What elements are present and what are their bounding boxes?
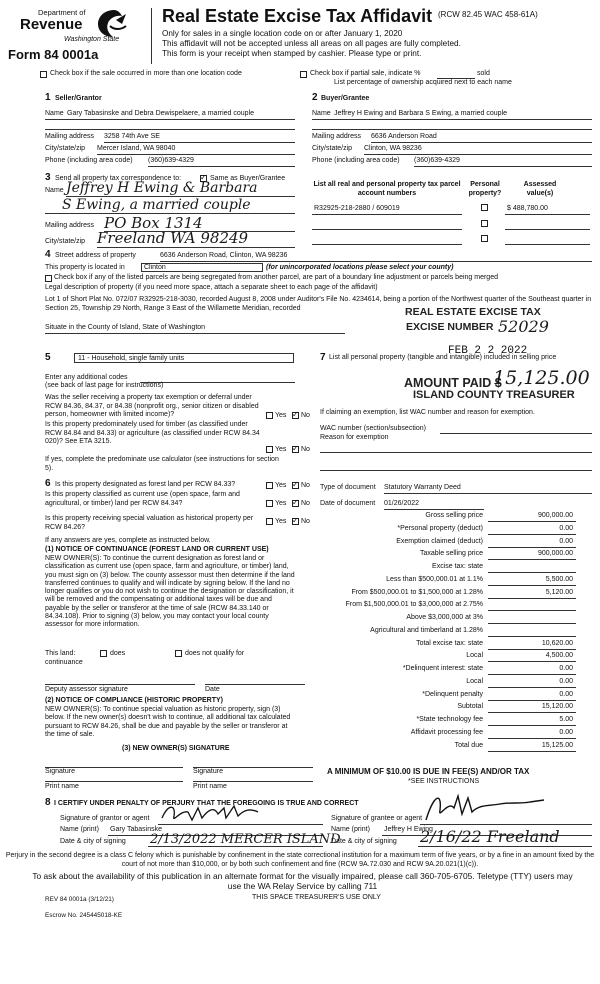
tax-row-underline: [488, 521, 576, 522]
continuance-label: continuance: [45, 659, 83, 666]
q-current-yes: Yes: [275, 500, 287, 507]
q-historic-yes-checkbox[interactable]: [266, 518, 273, 525]
tax-row-underline: [488, 534, 576, 535]
seller-city: Mercer Island, WA 98040: [97, 145, 176, 152]
multi-location-label: Check box if the sale occurred in more than one location code: [50, 70, 242, 77]
q-forest-no: No: [301, 482, 310, 489]
tax-row-label: Local: [466, 652, 483, 660]
stamp-date: FEB 2 2 2022: [448, 345, 528, 357]
tax-row-underline: [488, 598, 576, 599]
section7-heading: List all personal property (tangible and intangible) included in selling price: [329, 354, 557, 361]
tax-row-underline: [488, 712, 576, 713]
stamp-line1: REAL ESTATE EXCISE TAX: [405, 306, 541, 318]
tax-row-underline: [488, 674, 576, 675]
tax-row-label: Exemption claimed (deduct): [396, 537, 483, 545]
q-historic-no: No: [301, 518, 310, 525]
tax-row-value[interactable]: 5.00: [559, 716, 573, 723]
section3-heading: Send all property tax correspondence to:: [55, 175, 182, 182]
tax-row-value[interactable]: 0.00: [559, 690, 573, 698]
personal-property-checkbox-2[interactable]: [481, 220, 488, 227]
owner-signature-label-1: Signature: [45, 768, 75, 775]
buyer-heading-num: 2: [312, 92, 318, 103]
q-current-no-checkbox[interactable]: [292, 500, 299, 507]
seller-mail: 3258 74th Ave SE: [104, 133, 160, 140]
parcel-col1-header: List all real and personal property tax parcel account numbers: [313, 181, 461, 197]
parcel-col2-header: Personal property?: [468, 181, 502, 197]
tax-row-label: *Delinquent penalty: [422, 690, 483, 698]
historic-question: Is this property receiving special valuation as historical property per RCW 84.26?: [45, 515, 254, 531]
tax-row-underline: [488, 547, 576, 548]
section3-mail-hand: PO Box 1314: [104, 214, 203, 232]
street-address: 6636 Anderson Road, Clinton, WA 98236: [160, 252, 288, 259]
located-label: This property is located in: [45, 264, 125, 271]
q-current-yes-checkbox[interactable]: [266, 500, 273, 507]
tax-row-label: Affidavit processing fee: [410, 728, 483, 736]
q1-yes: Yes: [275, 412, 287, 419]
section3-mail-label: Mailing address: [45, 222, 95, 229]
personal-property-checkbox-1[interactable]: [481, 204, 488, 211]
minimum-note: A MINIMUM OF $10.00 IS DUE IN FEE(S) AND/OR TAX: [327, 767, 530, 776]
tax-row-value[interactable]: 15,120.00: [541, 703, 573, 711]
tax-row-underline: [488, 738, 576, 739]
dept-line3: Washington State: [64, 36, 120, 43]
seller-mail-label: Mailing address: [45, 133, 95, 140]
seller-phone: (360)639-4329: [148, 157, 194, 164]
tax-row-label: *State technology fee: [416, 716, 483, 723]
grantor-signature-icon: [158, 800, 268, 826]
tax-row-underline: [488, 572, 576, 573]
owner-print-label-1: Print name: [45, 783, 79, 790]
buyer-name: Jeffrey H Ewing and Barbara S Ewing, a married couple: [334, 110, 508, 117]
grantee-date-city: 2/16/22 Freeland: [420, 827, 560, 846]
rcw-ref: (RCW 82.45 WAC 458-61A): [438, 10, 538, 19]
tax-row-label: Subtotal: [457, 703, 483, 711]
same-as-buyer-label: Same as Buyer/Grantee: [210, 175, 286, 182]
tax-row-underline: [488, 559, 576, 560]
treasurer-only: THIS SPACE TREASURER'S USE ONLY: [252, 894, 381, 901]
forest-question: Is this property designated as forest land per RCW 84.33?: [55, 481, 236, 488]
q2-no: No: [301, 446, 310, 453]
amount-paid: 15,125.00: [493, 367, 590, 389]
tax-row-label: *Personal property (deduct): [397, 524, 483, 532]
section3-name-label: Name: [45, 187, 64, 194]
section4-num: 4: [45, 249, 51, 260]
compliance-title: (2) NOTICE OF COMPLIANCE (HISTORIC PROPERTY): [45, 697, 223, 704]
form-title: Real Estate Excise Tax Affidavit: [162, 6, 433, 26]
deputy-label: Deputy assessor signature: [45, 686, 128, 693]
tax-row-underline: [488, 700, 576, 701]
seller-city-label: City/state/zip: [45, 145, 86, 152]
buyer-name-label: Name: [312, 110, 331, 117]
section7-num: 7: [320, 352, 326, 363]
section3-city-label: City/state/zip: [45, 238, 86, 245]
tax-row-label: Less than $500,000.01 at 1.1%: [386, 575, 483, 583]
tax-row-underline: [488, 687, 576, 688]
grantor-name: Gary Tabasinske: [110, 826, 163, 833]
grantor-name-label: Name (print): [60, 826, 99, 833]
q-forest-yes: Yes: [275, 482, 287, 489]
does-not-label: does not qualify for: [185, 650, 245, 657]
q-historic-no-checkbox[interactable]: [292, 518, 299, 525]
tax-row-value[interactable]: 5,500.00: [545, 575, 573, 583]
wac-label: WAC number (section/subsection): [320, 425, 426, 432]
rev-label: REV 84 0001a (3/12/21): [45, 896, 114, 903]
buyer-mail: 6636 Anderson Road: [371, 133, 437, 140]
section6-num: 6: [45, 478, 51, 489]
tax-row-underline: [488, 610, 576, 611]
seller-heading: Seller/Grantor: [55, 95, 102, 102]
buyer-phone: (360)639-4329: [414, 157, 460, 164]
tax-row-value[interactable]: 4,500.00: [545, 652, 573, 660]
q1-yes-checkbox[interactable]: [266, 412, 273, 419]
tax-row-underline: [488, 585, 576, 586]
grantee-name: Jeffrey H Ewing: [384, 826, 433, 833]
q2-no-checkbox[interactable]: [292, 446, 299, 453]
tax-row-label: Excise tax: state: [432, 563, 483, 570]
header-note1: Only for sales in a single location code on or after January 1, 2020: [162, 29, 403, 38]
sold-label: sold: [477, 70, 490, 77]
tax-row-value[interactable]: 900,000.00: [537, 512, 573, 519]
this-land-label: This land:: [45, 650, 76, 657]
does-label: does: [110, 650, 126, 657]
owner-signature-label-2: Signature: [193, 768, 223, 775]
alt-format-note: To ask about the availability of this publication in an alternate format for the visually impaired, please call 360-705-6705. Teletype (TTY) users may use the WA Relay Service by calling 711: [32, 871, 573, 891]
section5-num: 5: [45, 352, 51, 363]
does-checkbox[interactable]: [100, 650, 107, 657]
amount-paid-label: AMOUNT PAID $: [404, 376, 502, 390]
seller-name-label: Name: [45, 110, 64, 117]
segregate-label: Check box if any of the listed parcels are being segregated from another parcel, are part of a boundary line adjustment or parcels being merged: [54, 274, 498, 281]
tax-row-underline: [488, 751, 576, 752]
header-note2: This affidavit will not be accepted unless all areas on all pages are fully completed.: [162, 39, 461, 48]
section3-name-hand1: Jeffrey H Ewing & Barbara: [66, 180, 258, 196]
tax-row-label: *Delinquent interest: state: [402, 665, 483, 672]
buyer-mail-label: Mailing address: [312, 133, 362, 140]
section8-num: 8: [45, 797, 51, 808]
tax-row-value[interactable]: 900,000.00: [537, 550, 573, 558]
stamp-line2: EXCISE NUMBER: [406, 321, 494, 333]
revenue-logo-icon: [96, 8, 132, 38]
tax-row-underline: [488, 661, 576, 662]
doc-type: Statutory Warranty Deed: [384, 484, 461, 491]
grantee-signature-icon: [420, 790, 550, 824]
section8-heading: I CERTIFY UNDER PENALTY OF PERJURY THAT THE FOREGOING IS TRUE AND CORRECT: [54, 800, 359, 807]
seller-name: Gary Tabasinske and Debra Dewispelaere, a married couple: [67, 110, 255, 117]
current-use-question: Is this property classified as current use (open space, farm and agricultural, or timber) land per RCW 84.34?: [45, 491, 240, 507]
exemption-note: If claiming an exemption, list WAC number and reason for exemption.: [320, 409, 535, 416]
header-note3: This form is your receipt when stamped by cashier. Please type or print.: [162, 49, 422, 58]
additional-codes-note: (see back of last page for instructions): [45, 382, 164, 389]
grantee-name-label: Name (print): [331, 826, 370, 833]
form-number: Form 84 0001a: [8, 47, 99, 62]
seller-heading-num: 1: [45, 92, 51, 103]
tax-row-value[interactable]: 15,125.00: [541, 741, 573, 749]
grantor-date-city: 2/13/2022 MERCER ISLAND: [150, 832, 341, 847]
located-note: (for unincorporated locations please select your county): [266, 264, 454, 271]
exemption-question: Was the seller receiving a property tax exemption or deferral under RCW 84.36, 84.37, or 84.38 (nonprofit org., senior citizen or disabled person, homeowner with limited income)?: [45, 394, 259, 418]
tax-row-value[interactable]: 0.00: [559, 524, 573, 532]
tax-row-value[interactable]: 5,120.00: [545, 588, 573, 596]
predominate-note: If yes, complete the predominate use calculator (see instructions for section 5).: [45, 456, 279, 472]
compliance-text: NEW OWNER(S): To continue special valuation as historic property, sign (3) below. If the new owner(s) doesn't wish to continue, all additional tax calculated pursuant to RCW 84.26, shall be due and payable by the seller or transferor at the time of sale.: [45, 706, 291, 738]
tax-row-value[interactable]: 10,620.00: [541, 639, 573, 647]
partial-sale-label: Check box if partial sale, indicate %: [310, 70, 421, 77]
timber-question: Is this property predominately used for timber (as classified under RCW 84.84 and 84.33) or agriculture (as classified under RCW 84.34 020)? See ETA 3215.: [45, 421, 260, 445]
tax-row-value[interactable]: 0.00: [559, 665, 573, 672]
new-owner-signature-heading: (3) NEW OWNER(S) SIGNATURE: [122, 745, 230, 752]
tax-row-underline: [488, 649, 576, 650]
tax-row-label: Gross selling price: [425, 512, 483, 519]
legal-description: Lot 1 of Short Plat No. 072/07 R32925-218-3030, recorded August 8, 2008 under Auditor's File No. 4234614, being a portion of the Northwest quarter of the Southeast quarter in Section 25, Township 29 North, Range 3 East of the Willamette Meridian, recorded: [45, 296, 592, 312]
treasurer-stamp: ISLAND COUNTY TREASURER: [413, 389, 575, 401]
tax-row-label: Local: [466, 677, 483, 685]
parcel-col3-header: Assessed value(s): [523, 181, 557, 197]
use-code-select[interactable]: 11 - Household, single family units: [74, 353, 294, 363]
q2-yes: Yes: [275, 446, 287, 453]
tax-row-underline: [488, 725, 576, 726]
section3-name-hand2: S Ewing, a married couple: [62, 197, 251, 213]
reason-label: Reason for exemption: [320, 434, 389, 441]
q1-no-checkbox[interactable]: [292, 412, 299, 419]
see-instructions: *SEE INSTRUCTIONS: [408, 778, 480, 785]
partial-sale-checkbox[interactable]: [300, 71, 307, 78]
seller-phone-label: Phone (including area code): [45, 157, 133, 164]
tax-row-label: Taxable selling price: [419, 550, 483, 558]
buyer-heading: Buyer/Grantee: [321, 95, 370, 102]
buyer-city-label: City/state/zip: [312, 145, 353, 152]
doc-date: 01/26/2022: [384, 500, 420, 507]
segregate-checkbox[interactable]: [45, 275, 52, 282]
perjury-note: Perjury in the second degree is a class C felony which is punishable by confinement in the state correctional institution for a maximum term of five years, or by a fine in an amount fixed by the court of not more than $10,000, or by both such confinement and fine (RCW 9A.72.030 and RCW 9A.20.021(1)(c)).: [5, 852, 595, 868]
owner-print-label-2: Print name: [193, 783, 227, 790]
section4-heading: Street address of property: [55, 252, 136, 259]
buyer-phone-label: Phone (including area code): [312, 157, 400, 164]
q-historic-yes: Yes: [275, 518, 287, 525]
q-forest-yes-checkbox[interactable]: [266, 482, 273, 489]
personal-property-checkbox-3[interactable]: [481, 235, 488, 242]
parcel-number: R32925-218-2880 / 609019: [314, 205, 400, 212]
section3-num: 3: [45, 172, 51, 183]
grantee-date-label: Date & city of signing: [331, 838, 397, 845]
continuance-title: (1) NOTICE OF CONTINUANCE (FOREST LAND OR CURRENT USE): [45, 546, 269, 553]
list-pct-label: List percentage of ownership acquired next to each name: [334, 79, 512, 86]
dept-line2: Revenue: [20, 16, 83, 33]
tax-row-label: Above $3,000,000 at 3%: [406, 614, 483, 621]
section3-city-hand: Freeland WA 98249: [97, 229, 249, 247]
continuance-text: NEW OWNER(S): To continue the current designation as forest land or classification as current use (open space, farm and agriculture, or timber) land, you must sign on (3) below. The county assessor must then determine if the land transferred continues to qualify and will indicate by signing below. If the land no longer qualifies or you do not wish to continue the designation or classification, it will be removed and the compensating or additional taxes will be due and payable by the seller or transferor at the time of sale (RCW 84.33.140 or 84.34.108). Prior to signing (3) below, you may contact your local county assessor for more information.: [45, 555, 295, 629]
tax-row-label: From $1,500,000.01 to $3,000,000 at 2.75%: [345, 601, 483, 609]
if-yes-note: If any answers are yes, complete as instructed below.: [45, 537, 211, 544]
q2-yes-checkbox[interactable]: [266, 446, 273, 453]
tax-row-label: Agricultural and timberland at 1.28%: [370, 626, 483, 634]
legal-label: Legal description of property (if you need more space, attach a separate sheet to each page of the affidavit): [45, 284, 378, 291]
multi-location-checkbox[interactable]: [40, 71, 47, 78]
grantee-sig-label: Signature of grantee or agent: [331, 815, 423, 822]
q-forest-no-checkbox[interactable]: [292, 482, 299, 489]
grantor-date-label: Date & city of signing: [60, 838, 126, 845]
tax-row-label: From $500,000.01 to $1,500,000 at 1.28%: [351, 588, 483, 596]
tax-row-underline: [488, 623, 576, 624]
buyer-city: Clinton, WA 98236: [364, 145, 422, 152]
tax-row-value[interactable]: 0.00: [559, 537, 573, 545]
tax-row-value[interactable]: 0.00: [559, 728, 573, 736]
q1-no: No: [301, 412, 310, 419]
doc-date-label: Date of document: [320, 500, 376, 507]
tax-row-value[interactable]: 0.00: [559, 677, 573, 685]
additional-codes-label: Enter any additional codes: [45, 374, 128, 381]
does-not-checkbox[interactable]: [175, 650, 182, 657]
q-current-no: No: [301, 500, 310, 507]
tax-row-label: Total due: [454, 741, 483, 749]
tax-row-label: Total excise tax: state: [416, 639, 483, 647]
doc-type-label: Type of document: [320, 484, 376, 491]
situate: Situate in the County of Island, State of Washington: [45, 324, 206, 331]
located-select[interactable]: Clinton: [141, 263, 263, 272]
escrow-number: Escrow No. 245445018-KE: [45, 912, 123, 919]
tax-row-underline: [488, 636, 576, 637]
parcel-value: $ 488,780.00: [507, 205, 548, 212]
deputy-date-label: Date: [205, 686, 220, 693]
grantor-sig-label: Signature of grantor or agent: [60, 815, 150, 822]
stamp-number: 52029: [498, 317, 549, 336]
dept-line1: Department of: [38, 8, 86, 17]
